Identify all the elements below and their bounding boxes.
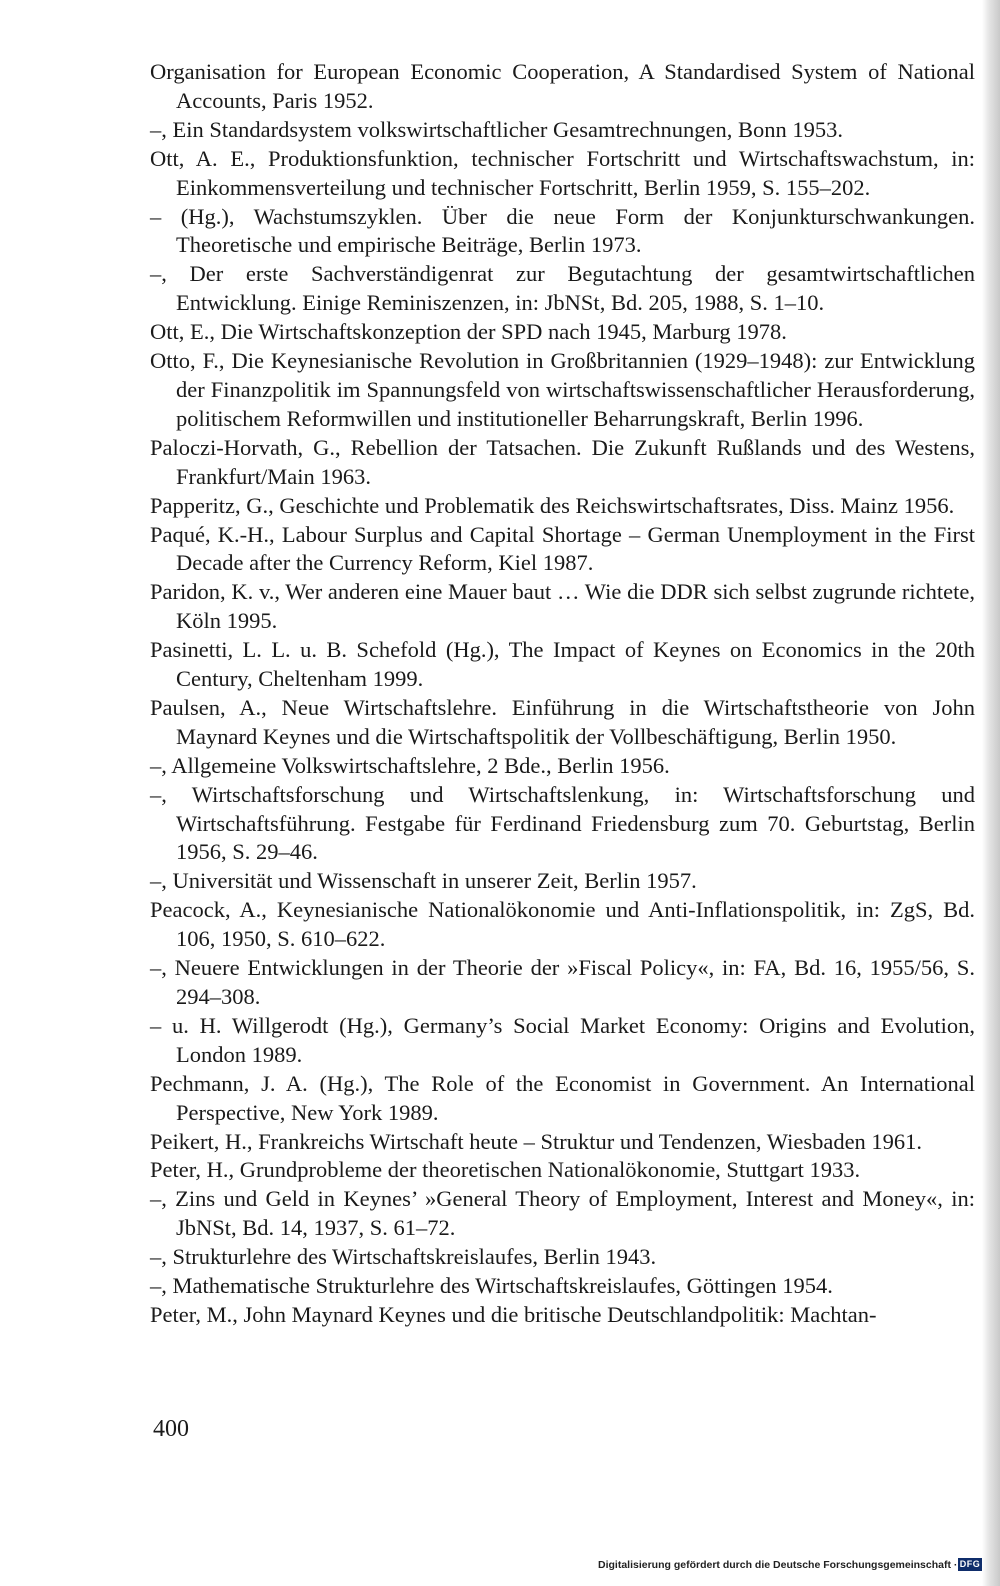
bibliography-entry: – (Hg.), Wachstumszyklen. Über die neue Form der Konjunkturschwankungen. Theoretische und empirische Beiträge, Berlin 1973. <box>150 203 975 258</box>
bibliography-entry: Otto, F., Die Keynesianische Revolution in Großbritannien (1929–1948): zur Entwicklung der Finanzpolitik im Spannungsfeld von wirtschaftswissenschaftlicher Herausforderung, politischem Reformwillen und institutioneller Beharrungskraft, Berlin 1996. <box>150 348 975 431</box>
bibliography-entry: Papperitz, G., Geschichte und Problematik des Reichswirtschaftsrates, Diss. Mainz 1956. <box>150 492 955 518</box>
bibliography-entry: –, Mathematische Strukturlehre des Wirtschaftskreislaufes, Göttingen 1954. <box>150 1273 833 1299</box>
bibliography-entry: Peter, H., Grundprobleme der theoretischen Nationalökonomie, Stuttgart 1933. <box>150 1157 861 1183</box>
bibliography-entry: Ott, A. E., Produktionsfunktion, technischer Fortschritt und Wirtschaftswachstum, in: Einkommensverteilung und technischer Fortschritt, Berlin 1959, S. 155–202. <box>150 145 975 200</box>
bibliography-entry: –, Neuere Entwicklungen in der Theorie der »Fiscal Policy«, in: FA, Bd. 16, 1955/56, S. 294–308. <box>150 955 975 1009</box>
bibliography-entry: –, Zins und Geld in Keynes’ »General Theory of Employment, Interest and Money«, in: JbNSt, Bd. 14, 1937, S. 61–72. <box>150 1186 975 1241</box>
bibliography-entry: Pechmann, J. A. (Hg.), The Role of the Economist in Government. An International Perspective, New York 1989. <box>150 1070 975 1125</box>
bibliography-list <box>150 58 975 1330</box>
page-number: 400 <box>153 1416 189 1442</box>
bibliography-entry: Organisation for European Economic Cooperation, A Standardised System of National Accounts, Paris 1952. <box>150 59 975 113</box>
bibliography-entry: Paqué, K.-H., Labour Surplus and Capital Shortage – German Unemployment in the First Decade after the Currency Reform, Kiel 1987. <box>150 521 975 576</box>
bibliography-entry: –, Allgemeine Volkswirtschaftslehre, 2 Bde., Berlin 1956. <box>150 752 670 778</box>
bibliography-entry: –, Universität und Wissenschaft in unserer Zeit, Berlin 1957. <box>150 868 697 894</box>
bibliography-entry: Ott, E., Die Wirtschaftskonzeption der SPD nach 1945, Marburg 1978. <box>150 319 787 345</box>
bibliography-entry: Paridon, K. v., Wer anderen eine Mauer baut … Wie die DDR sich selbst zugrunde richtete, Köln 1995. <box>150 579 975 634</box>
bibliography-entry: –, Ein Standardsystem volkswirtschaftlicher Gesamtrechnungen, Bonn 1953. <box>150 116 843 142</box>
bibliography-entry: Peacock, A., Keynesianische Nationalökonomie und Anti-Inflationspolitik, in: ZgS, Bd. 106, 1950, S. 610–622. <box>150 897 975 952</box>
dfg-logo: DFG <box>959 1559 981 1569</box>
bibliography-entry: Peter, M., John Maynard Keynes und die britische Deutschlandpolitik: Machtan- <box>150 1301 877 1327</box>
bibliography-entry: Pasinetti, L. L. u. B. Schefold (Hg.), The Impact of Keynes on Economics in the 20th Century, Cheltenham 1999. <box>150 637 975 692</box>
bibliography-entry: Paulsen, A., Neue Wirtschaftslehre. Einführung in die Wirtschaftstheorie von John Maynard Keynes und die Wirtschaftspolitik der Vollbeschäftigung, Berlin 1950. <box>150 694 975 749</box>
bibliography-entry: Paloczi-Horvath, G., Rebellion der Tatsachen. Die Zukunft Rußlands und des Westens, Frankfurt/Main 1963. <box>150 434 975 489</box>
page-edge-shadow <box>982 0 1000 1586</box>
bibliography-entry: –, Der erste Sachverständigenrat zur Begutachtung der gesamtwirtschaftlichen Entwicklung. Einige Reminiszenzen, in: JbNSt, Bd. 205, 1988, S. 1–10. <box>150 261 975 316</box>
bibliography-entry: Peikert, H., Frankreichs Wirtschaft heute – Struktur und Tendenzen, Wiesbaden 1961. <box>150 1128 923 1154</box>
bibliography-entry: –, Wirtschaftsforschung und Wirtschaftslenkung, in: Wirtschaftsforschung und Wirtschaftsführung. Festgabe für Ferdinand Friedensburg zum 70. Geburtstag, Berlin 1956, S. 29–46. <box>150 781 975 865</box>
bibliography-entry: – u. H. Willgerodt (Hg.), Germany’s Social Market Economy: Origins and Evolution, London 1989. <box>150 1012 975 1067</box>
bibliography-entry: –, Strukturlehre des Wirtschaftskreislaufes, Berlin 1943. <box>150 1244 657 1270</box>
digitization-note: Digitalisierung gefördert durch die Deutsche Forschungsgemeinschaft · <box>598 1559 958 1571</box>
